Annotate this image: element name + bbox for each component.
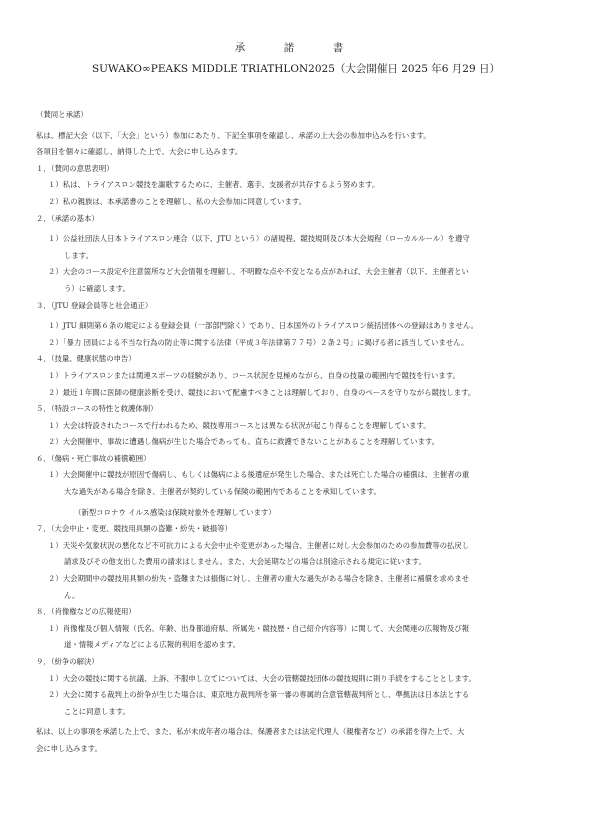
- section-line: 私は、以上の事項を承諾した上で、また、私が未成年者の場合は、保護者または法定代理人（親権者など）の承諾を得た上で、大: [36, 727, 465, 737]
- item-line: １）私は、トライアスロン競技を謳歌するために、主催者、選手、支援者が共存するよう努めます。: [48, 180, 380, 190]
- section-line: 各項目を個々に確認し、納得した上で、大会に申し込みます。: [36, 147, 243, 157]
- section-line: ５．（特設コースの特性と救護体制）: [36, 404, 158, 414]
- item-line: １）トライアスロンまたは関連スポーツの経験があり、コース状況を見極めながら、自身の技量の範囲内で競技を行います。: [48, 370, 460, 380]
- section-line: 私は、標記大会（以下、「大会」という）参加にあたり、下記全事項を確認し、承諾の上大会の参加申込みを行います。: [36, 130, 431, 140]
- continuation-line: ことに同意します。: [64, 706, 130, 716]
- section-line: ７．（大会中止・変更、競技用具類の盗難・紛失・破損等）: [36, 524, 232, 534]
- section-line: ９．（紛争の解決）: [36, 657, 99, 666]
- continuation-line: します。: [64, 250, 93, 260]
- section-line: （賛同と承諾）: [36, 110, 88, 119]
- continuation-line: 大な過失がある場合を除き、主催者が契約している保険の範囲内であることを承知しています。: [64, 487, 381, 497]
- item-line: ２）大会のコース設定や注意箇所など大会情報を理解し、不明瞭な点や不安となる点があれば、大会主催者（以下、主催者とい: [48, 267, 469, 277]
- item-line: １）肖像権及び個人情報（氏名、年齢、出身都道府県、所属先・競技歴・自己紹介内容等）に関して、大会関連の広報物及び報: [48, 623, 470, 633]
- item-line: １）天災や気象状況の悪化など不可抗力による大会中止や変更があった場合、主催者に対し大会参加のための参加費等の払戻し: [48, 540, 470, 550]
- section-line: 会に申し込みます。: [36, 743, 102, 753]
- continuation-line: 道・情報メディアなどによる広報的利用を認めます。: [64, 640, 241, 650]
- continuation-line: 請求及びその他支出した費用の請求はしません。また、大会延期などの場合は別途示される規定に従います。: [64, 557, 426, 567]
- item-line: １）大会開催中に競技が原因で傷病し、もしくは傷病による後遺症が発生した場合、または死亡した場合の補償は、主催者の重: [48, 470, 470, 480]
- item-line: ２）大会期間中の競技用具類の紛失・盗難または損傷に対し、主催者の重大な過失がある場合を除き、主催者に補償を求めませ: [48, 574, 469, 584]
- item-line: ２）「暴力 団員による不当な行為の防止等に関する法律（平成３年法律第７７号）２条２号」に掲げる者に該当していません。: [48, 337, 469, 347]
- item-line: ２）大会開催中、事故に遭遇し傷病が生じた場合であっても、直ちに救護できないことがあることを理解しています。: [48, 437, 440, 447]
- item-line: １）JTU 細則第６条の規定による登録会員（一部部門除く）であり、日本国外のトライアスロン統括団体への登録はありません。: [48, 321, 479, 331]
- continuation-line: ん。: [64, 590, 80, 600]
- document-title: 承 諾 書: [234, 42, 358, 54]
- item-line: ２）私の親族は、本承諾書のことを理解し、私の大会参加に同意しています。: [48, 196, 307, 206]
- section-line: ６．（傷病・死亡事故の補償範囲）: [36, 453, 151, 463]
- continuation-line: う）に確認します。: [64, 283, 130, 293]
- item-line: ２）最近１年間に医師の健康診断を受け、競技において配慮すべきことは理解しており、自身のペースを守りながら競技します。: [48, 387, 476, 397]
- item-line: １）大会の競技に関する抗議、上訴、不服申し立てについては、大会の管轄競技団体の競技規則に則り手続をすることとします。: [48, 673, 476, 683]
- item-line: ２）大会に関する裁判上の紛争が生じた場合は、東京地方裁判所を第一審の専属的合意管轄裁判所とし、準拠法は日本法とする: [48, 690, 470, 700]
- item-line: １）公益社団法人日本トライアスロン連合（以下、JTU という）の諸規程、競技規則及び本大会規程（ローカルルール）を遵守: [48, 234, 470, 244]
- section-line: １．（賛同の意思表明）: [36, 163, 114, 173]
- note-line: （新型コロナウ イルス感染は保険対象外を理解しています）: [74, 507, 276, 517]
- item-line: １）大会は特設されたコースで行われるため、競技専用コースとは異なる状況が起こり得ることを理解しています。: [48, 420, 431, 430]
- section-line: ４．（技量、健康状態の申告）: [36, 354, 136, 364]
- document-subtitle: SUWAKO∞PEAKS MIDDLE TRIATHLON2025（大会開催日 2025 年6 月29 日）: [91, 63, 501, 75]
- section-line: ２．（承諾の基本）: [36, 213, 99, 223]
- section-line: ３．（JTU 登録会員等と社会通正）: [36, 300, 153, 310]
- section-line: ８．（肖像権などの広報使用）: [36, 607, 136, 617]
- document-body: [36, 107, 562, 758]
